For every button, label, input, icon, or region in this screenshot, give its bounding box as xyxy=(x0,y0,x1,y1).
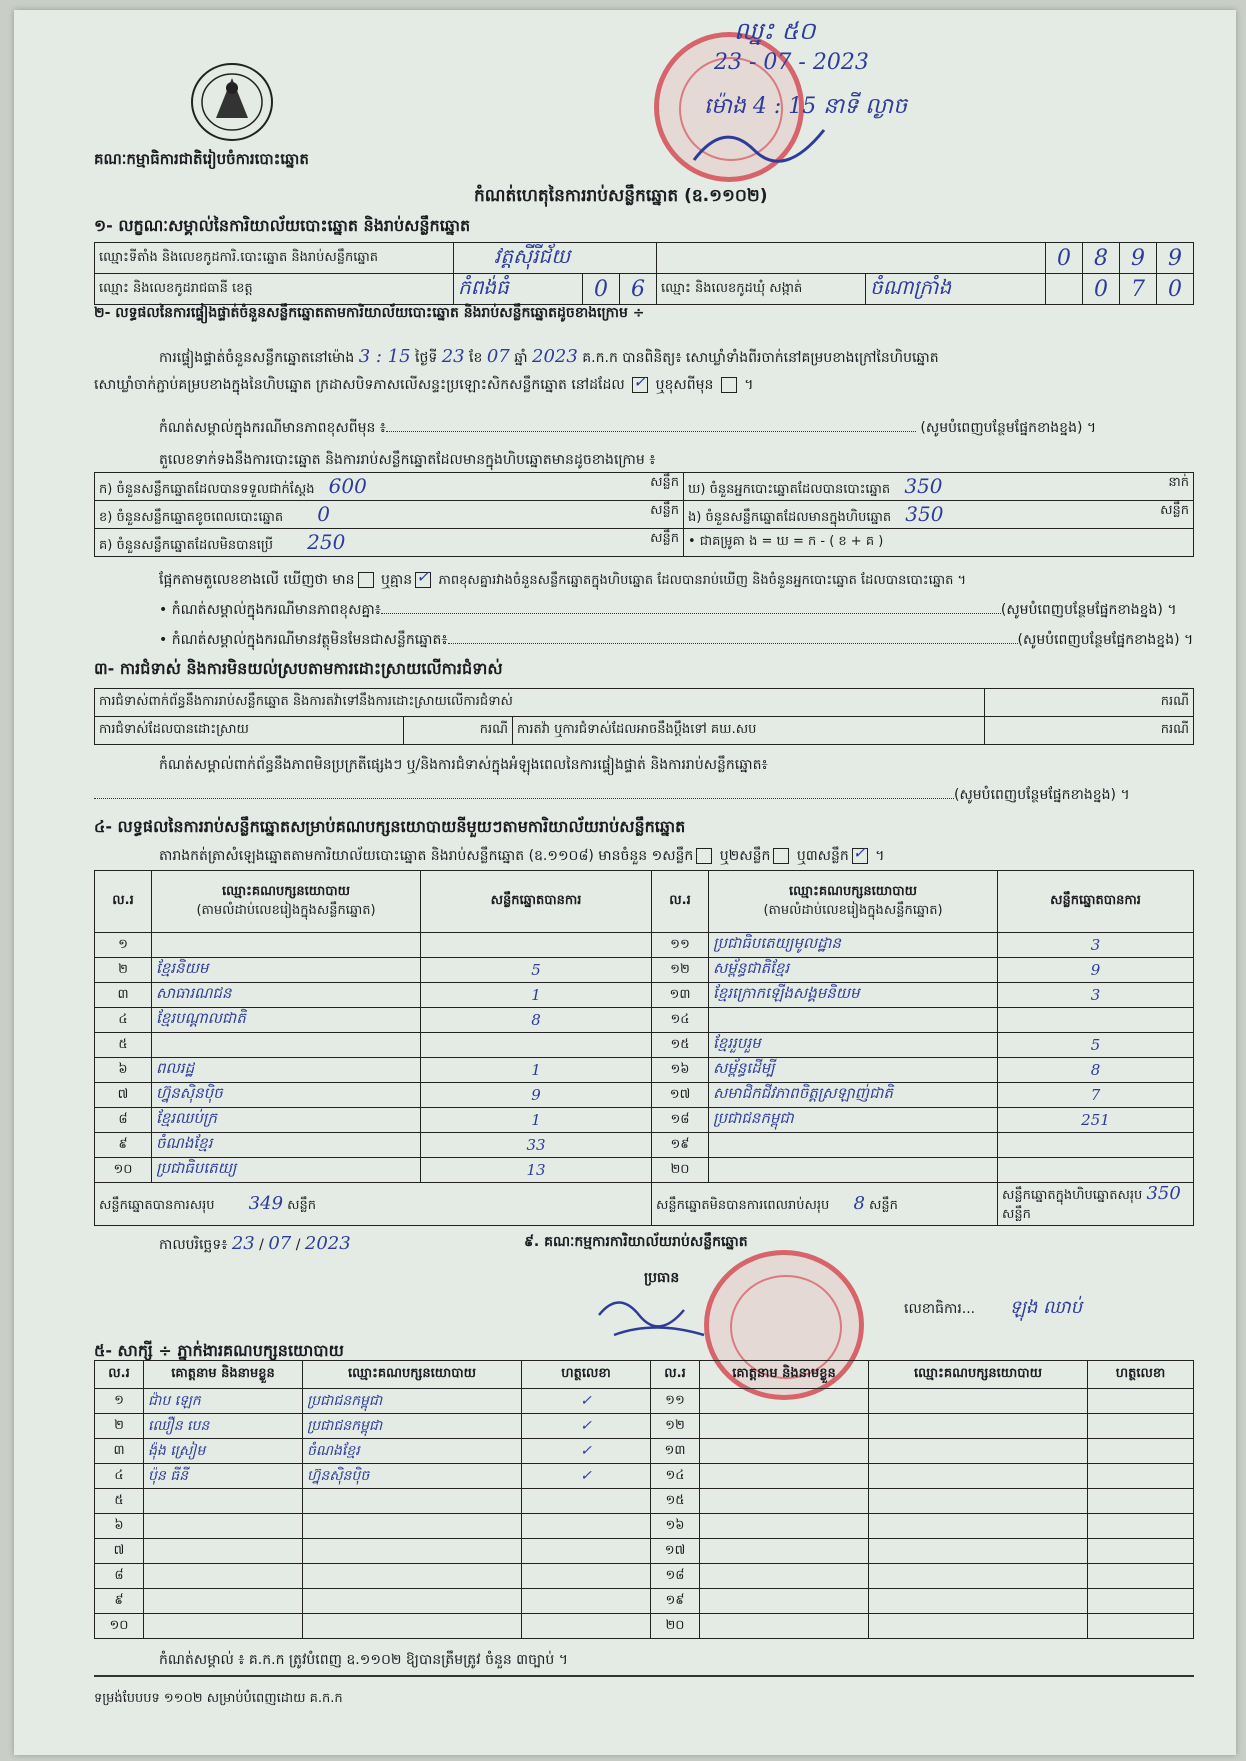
party-number: ៧ xyxy=(95,1083,152,1108)
witness-party xyxy=(869,1439,1088,1464)
verification-year: 2023 xyxy=(532,346,578,367)
witness-signature xyxy=(1088,1539,1194,1564)
party-number: ៦ xyxy=(95,1058,152,1083)
witness-signature xyxy=(1088,1439,1194,1464)
party-votes: 3 xyxy=(998,983,1194,1008)
witness-signature xyxy=(522,1539,651,1564)
witness-row xyxy=(95,1564,1194,1589)
chair-signature xyxy=(594,1285,744,1345)
witness-party xyxy=(869,1589,1088,1614)
witness-name xyxy=(700,1589,869,1614)
party-votes xyxy=(998,1133,1194,1158)
witness-number: ៧ xyxy=(95,1539,144,1564)
party-name: ប្រជាធិបតេយ្យ xyxy=(152,1158,421,1183)
party-number: ៩ xyxy=(95,1133,152,1158)
witness-number: ១២ xyxy=(651,1414,700,1439)
party-row xyxy=(95,1108,1194,1133)
party-number: ១៤ xyxy=(652,1008,709,1033)
section4-title: ៤- លទ្ធផលនៃការរាប់សន្លឹកឆ្នោតសម្រាប់គណបក្សនយោបាយនីមួយៗតាមការិយាល័យរាប់សន្លឹកឆ្នោត xyxy=(94,817,686,836)
witness-number: ១១ xyxy=(651,1389,700,1414)
witness-party xyxy=(303,1539,522,1564)
witness-signature: ✓ xyxy=(522,1389,651,1414)
commune-code-digit-3: 0 xyxy=(1157,274,1194,305)
commune-label: ឈ្មោះ និងលេខកូដឃុំ សង្កាត់ xyxy=(657,274,866,305)
difference-check-line: ផ្អែកតាមតួលេខខាងលើ ឃើញថា មាន ឬគ្មាន ✓ ភាពខុសគ្នារវាងចំនួនសន្លឹកឆ្នោតក្នុងហិបឆ្នោត ដែលបានរាប់ឃើញ និងចំនួនអ្នកបោះឆ្នោត ដែលបានបោះឆ្នោត ។ xyxy=(159,567,967,588)
witness-party xyxy=(869,1614,1088,1639)
witness-signature: ✓ xyxy=(522,1439,651,1464)
witness-number: ១៥ xyxy=(651,1489,700,1514)
unused-ballots: 250 xyxy=(307,529,346,554)
party-number: ១ xyxy=(95,933,152,958)
one-sheet-checkbox[interactable] xyxy=(696,848,712,864)
party-name xyxy=(709,1158,998,1183)
party-number: ១១ xyxy=(652,933,709,958)
witness-number: ៣ xyxy=(95,1439,144,1464)
party-votes: 8 xyxy=(998,1058,1194,1083)
commune-code-digit-1: 0 xyxy=(1083,274,1120,305)
verification-day: 23 xyxy=(441,346,465,367)
party-name: ហ្វ៊ុនស៊ិនប៉ិច xyxy=(152,1083,421,1108)
witness-row xyxy=(95,1439,1194,1464)
date-day: 23 xyxy=(231,1233,255,1254)
foreign-object-note: • កំណត់សម្គាល់ក្នុងករណីមានវត្ថុមិនមែនជាសន្លឹកឆ្នោត៖ (សូមបំពេញបន្ថែមផ្នែកខាងខ្នង) ។ xyxy=(159,632,1194,648)
witness-signature xyxy=(522,1489,651,1514)
location-code-digit-4: 9 xyxy=(1157,243,1194,274)
footer-divider xyxy=(94,1675,1194,1677)
witness-name xyxy=(700,1489,869,1514)
witness-name xyxy=(700,1614,869,1639)
witness-name xyxy=(144,1489,303,1514)
party-votes: 7 xyxy=(998,1083,1194,1108)
party-votes: 1 xyxy=(421,1058,652,1083)
party-votes xyxy=(998,1158,1194,1183)
total-ballots-in-box: 350 xyxy=(1146,1183,1181,1204)
party-votes: 1 xyxy=(421,983,652,1008)
section3-title: ៣- ការជំទាស់ និងការមិនយល់ស្របតាមការដោះស្រាយលើការជំទាស់ xyxy=(94,659,503,678)
witness-number: ៦ xyxy=(95,1514,144,1539)
verification-time-line: ការផ្ទៀងផ្ទាត់ចំនួនសន្លឹកឆ្នោតនៅម៉ោង 3 : 15 ថ្ងៃទី 23 ខែ 07 ឆ្នាំ 2023 គ.ក.ក បានពិនិត្យ៖ សោឃ្លាំទាំងពីរចាក់នៅគម្របខាងក្រៅនៃហិបឆ្នោត xyxy=(159,346,939,367)
witness-row xyxy=(95,1539,1194,1564)
witness-row xyxy=(95,1389,1194,1414)
witness-number: ៥ xyxy=(95,1489,144,1514)
witness-party xyxy=(869,1414,1088,1439)
witness-number: ១ xyxy=(95,1389,144,1414)
party-number: ៤ xyxy=(95,1008,152,1033)
witness-name: ឈឿន បេន xyxy=(144,1414,303,1439)
province-label: ឈ្មោះ និងលេខកូដរាជធានី ខេត្ត xyxy=(95,274,454,305)
party-row xyxy=(95,1058,1194,1083)
party-votes: 1 xyxy=(421,1108,652,1133)
party-row xyxy=(95,1133,1194,1158)
witness-row xyxy=(95,1514,1194,1539)
party-name: ខ្មែរឈប់ក្រ xyxy=(152,1108,421,1133)
date-line: កាលបរិច្ឆេទ៖ 23 / 07 / 2023 xyxy=(159,1233,351,1254)
witness-signature xyxy=(1088,1389,1194,1414)
party-number: ៨ xyxy=(95,1108,152,1133)
witness-signature xyxy=(1088,1489,1194,1514)
changed-checkbox[interactable] xyxy=(721,377,737,393)
witness-party xyxy=(869,1514,1088,1539)
signature-scribble xyxy=(684,110,834,170)
witness-party xyxy=(869,1564,1088,1589)
ballots-in-box: 350 xyxy=(905,501,944,526)
form-footer: ទម្រង់បែបបទ ១១០២ សម្រាប់បំពេញដោយ គ.ក.ក xyxy=(94,1691,343,1706)
verification-time: 3 : 15 xyxy=(358,346,411,367)
party-number: ១០ xyxy=(95,1158,152,1183)
handwritten-receipt-number: ឈ្នះ ៥០ xyxy=(734,17,816,45)
witness-signature xyxy=(1088,1589,1194,1614)
chair-label: ប្រធាន xyxy=(644,1270,680,1286)
party-number: ១៧ xyxy=(652,1083,709,1108)
appeal-objections-label: ការតវ៉ា ឬការជំទាស់ដែលអាចនឹងប្តឹងទៅ គឃ.សប xyxy=(513,717,985,745)
intact-checkbox[interactable]: ✓ xyxy=(633,372,647,391)
witness-signature xyxy=(522,1614,651,1639)
witness-party xyxy=(303,1564,522,1589)
party-votes: 13 xyxy=(421,1158,652,1183)
province-value: កំពង់ធំ xyxy=(454,274,583,305)
witness-name xyxy=(700,1389,869,1414)
seal-intact-line: សោឃ្លាំចាក់ភ្ជាប់គម្របខាងក្នុងនៃហិបឆ្នោត ក្រដាសបិទភាសលើសន្ទះប្រឡោះសិកសន្លឹកឆ្នោត នៅដដែល ✓ ឬខុសពីមុន ។ xyxy=(94,372,754,393)
party-votes xyxy=(421,1033,652,1058)
party-row xyxy=(95,1158,1194,1183)
party-name xyxy=(709,1133,998,1158)
commune-code-digit-2: 7 xyxy=(1120,274,1157,305)
party-name: ចំណងខ្មែរ xyxy=(152,1133,421,1158)
party-votes xyxy=(998,1008,1194,1033)
party-votes xyxy=(421,933,652,958)
party-votes: 251 xyxy=(998,1108,1194,1133)
party-number: ៣ xyxy=(95,983,152,1008)
total-invalid-votes: 8 xyxy=(853,1192,865,1214)
difference-yes-checkbox[interactable] xyxy=(358,572,374,588)
party-votes: 9 xyxy=(998,958,1194,983)
party-row xyxy=(95,1008,1194,1033)
witness-number: ៤ xyxy=(95,1464,144,1489)
secretary-name: ឡុង ឈាប់ xyxy=(1009,1297,1083,1318)
party-number: ១៣ xyxy=(652,983,709,1008)
date-month: 07 xyxy=(268,1233,292,1254)
witness-name xyxy=(700,1514,869,1539)
witness-party xyxy=(303,1514,522,1539)
witness-party xyxy=(303,1589,522,1614)
witness-party xyxy=(869,1539,1088,1564)
witness-signature xyxy=(1088,1464,1194,1489)
location-value: វត្តស៊ីរីជ័យ xyxy=(454,243,657,274)
party-number: ១៦ xyxy=(652,1058,709,1083)
witness-signature xyxy=(1088,1564,1194,1589)
section1-title: ១- លក្ខណៈសម្គាល់នៃការិយាល័យបោះឆ្នោត និងរាប់សន្លឹកឆ្នោត xyxy=(94,216,471,235)
witness-name xyxy=(700,1439,869,1464)
tally-sheet-count: តារាងកត់ត្រាសំឡេងឆ្នោតតាមការិយាល័យបោះឆ្នោត និងរាប់សន្លឹកឆ្នោត (ឧ.១១០៨) មានចំនួន ១សន្លឹក ឬ២សន្លឹក ឬ៣សន្លឹក ✓ ។ xyxy=(159,843,885,864)
witness-name xyxy=(144,1614,303,1639)
witness-number: ១៩ xyxy=(651,1589,700,1614)
figures-table: ក) ចំនួនសន្លឹកឆ្នោតដែលបានទទួលជាក់ស្តែង 600 សន្លឹក ឃ) ចំនួនអ្នកបោះឆ្នោតដែលបានបោះឆ្នោត 350 នាក់ ខ) ចំនួនសន្លឹកឆ្នោតខូចពេលបោះឆ្នោត 0 សន្លឹក ង) ចំនួនសន្លឹកឆ្នោតដែលមានក្នុងហិបឆ្នោត 350 សន្លឹក គ) ចំនួនសន្លឹកឆ្នោតដែលមិនបានប្រើ 250 សន្លឹក • ជាគម្រូគា ង = ឃ = ក - ( ខ + គ ) xyxy=(94,472,1194,557)
witness-party: ហ្វ៊ុនស៊ិនប៉ិច xyxy=(303,1464,522,1489)
witness-number: ៩ xyxy=(95,1589,144,1614)
total-valid-votes: 349 xyxy=(248,1192,284,1214)
party-votes: 5 xyxy=(998,1033,1194,1058)
secretary-line: លេខាធិការ... ឡុង ឈាប់ xyxy=(904,1297,1083,1318)
witness-name xyxy=(700,1564,869,1589)
province-code-digit-2: 6 xyxy=(620,274,657,305)
formula: • ជាគម្រូគា ង = ឃ = ក - ( ខ + គ ) xyxy=(684,529,1194,557)
committee-title: ៩. គណៈកម្មការការិយាល័យរាប់សន្លឹកឆ្នោត xyxy=(524,1234,748,1250)
party-number: ១៥ xyxy=(652,1033,709,1058)
party-number: ១៩ xyxy=(652,1133,709,1158)
location-label: ឈ្មោះទីតាំង និងលេខកូដការិ.បោះឆ្នោត និងរាប់សន្លឹកឆ្នោត xyxy=(95,243,454,274)
party-number: ២០ xyxy=(652,1158,709,1183)
handwritten-receipt-date: 23 - 07 - 2023 xyxy=(714,50,869,75)
witness-signature: ✓ xyxy=(522,1414,651,1439)
party-name: ពលរដ្ឋ xyxy=(152,1058,421,1083)
province-code-digit-1: 0 xyxy=(583,274,620,305)
party-name: សម្ព័ន្ធដើម្បី xyxy=(709,1058,998,1083)
party-row xyxy=(95,958,1194,983)
witness-number: ១៣ xyxy=(651,1439,700,1464)
witness-signature: ✓ xyxy=(522,1464,651,1489)
party-name xyxy=(709,1008,998,1033)
witness-row xyxy=(95,1414,1194,1439)
witness-name xyxy=(700,1464,869,1489)
party-name: សមាជិកជីវភាពចិត្តស្រឡាញ់ជាតិ xyxy=(709,1083,998,1108)
voters-count: 350 xyxy=(904,473,943,498)
party-name: ប្រជាធិបតេយ្យមូលដ្ឋាន xyxy=(709,933,998,958)
party-votes: 9 xyxy=(421,1083,652,1108)
witness-row xyxy=(95,1614,1194,1639)
party-row xyxy=(95,933,1194,958)
three-sheets-checkbox[interactable]: ✓ xyxy=(852,843,867,862)
witness-name xyxy=(144,1564,303,1589)
party-name: សម្ព័ន្ធជាតិខ្មែរ xyxy=(709,958,998,983)
witness-name: ប៉ុន ធីនី xyxy=(144,1464,303,1489)
witness-number: ១០ xyxy=(95,1614,144,1639)
witness-party xyxy=(869,1489,1088,1514)
witness-party xyxy=(869,1389,1088,1414)
objections-table: ការជំទាស់ពាក់ព័ន្ធនឹងការរាប់សន្លឹកឆ្នោត និងការតវ៉ាទៅនឹងការដោះស្រាយលើការជំទាស់ ករណី ការជំទាស់ដែលបានដោះស្រាយ ករណី ការតវ៉ា ឬការជំទាស់ដែលអាចនឹងប្តឹងទៅ គឃ.សប ករណី xyxy=(94,688,1194,745)
objection-row-label: ការជំទាស់ពាក់ព័ន្ធនឹងការរាប់សន្លឹកឆ្នោត និងការតវ៉ាទៅនឹងការដោះស្រាយលើការជំទាស់ xyxy=(95,689,985,717)
witness-number: ១៧ xyxy=(651,1539,700,1564)
witness-party xyxy=(869,1464,1088,1489)
location-code-digit-1: 0 xyxy=(1046,243,1083,274)
witness-name: ង៉ុង ស្រៀម xyxy=(144,1439,303,1464)
witness-party xyxy=(303,1614,522,1639)
witness-row xyxy=(95,1589,1194,1614)
footnote: កំណត់សម្គាល់ ៖ គ.ក.ក ត្រូវបំពេញ ឧ.១១០២ ឱ្យបានត្រឹមត្រូវ ចំនួន ៣ច្បាប់ ។ xyxy=(159,1652,569,1668)
witness-signature xyxy=(522,1514,651,1539)
party-votes: 5 xyxy=(421,958,652,983)
party-name: ប្រជាជនកម្ពុជា xyxy=(709,1108,998,1133)
witness-number: ៨ xyxy=(95,1564,144,1589)
witness-signature xyxy=(1088,1414,1194,1439)
witness-name: ជ៉ាប ឡេក xyxy=(144,1389,303,1414)
date-year: 2023 xyxy=(304,1233,351,1254)
section2-title: ២- លទ្ធផលនៃការផ្ទៀងផ្ទាត់ចំនួនសន្លឹកឆ្នោតតាមការិយាល័យបោះឆ្នោត និងរាប់សន្លឹកឆ្នោតដូចខាងក្រោម ÷ xyxy=(94,305,645,321)
witness-signature xyxy=(1088,1614,1194,1639)
party-number: ១៨ xyxy=(652,1108,709,1133)
difference-note: • កំណត់សម្គាល់ក្នុងករណីមានភាពខុសគ្នា៖ (សូមបំពេញបន្ថែមផ្នែកខាងខ្នង) ។ xyxy=(159,602,1177,618)
witness-name xyxy=(700,1414,869,1439)
party-row xyxy=(95,1033,1194,1058)
document-page xyxy=(14,10,1236,1755)
witness-number: ១៤ xyxy=(651,1464,700,1489)
witness-signature xyxy=(1088,1514,1194,1539)
section1-table xyxy=(94,242,1194,305)
witness-number: ១៦ xyxy=(651,1514,700,1539)
witness-name xyxy=(700,1539,869,1564)
resolved-objections-label: ការជំទាស់ដែលបានដោះស្រាយ xyxy=(95,717,404,745)
party-number: ១២ xyxy=(652,958,709,983)
party-name: សាធារណជន xyxy=(152,983,421,1008)
commune-value: ចំណាក្រាំង xyxy=(866,274,1046,305)
witness-row xyxy=(95,1464,1194,1489)
party-name: ខ្មែរនិយម xyxy=(152,958,421,983)
witness-name xyxy=(144,1539,303,1564)
witness-party xyxy=(303,1489,522,1514)
irregularity-note-line: (សូមបំពេញបន្ថែមផ្នែកខាងខ្នង) ។ xyxy=(94,785,1130,806)
witness-name xyxy=(144,1589,303,1614)
party-number: ២ xyxy=(95,958,152,983)
location-code-digit-2: 8 xyxy=(1083,243,1120,274)
section5-title: ៥- សាក្សី ÷ ភ្នាក់ងារគណបក្សនយោបាយ xyxy=(94,1341,344,1360)
party-name xyxy=(152,1033,421,1058)
emblem-icon xyxy=(186,58,278,146)
witness-party: ចំណងខ្មែរ xyxy=(303,1439,522,1464)
verification-month: 07 xyxy=(486,346,510,367)
witness-signature xyxy=(522,1589,651,1614)
party-votes: 33 xyxy=(421,1133,652,1158)
witnesses-table: ល.រ គោត្តនាម និងនាមខ្លួន ឈ្មោះគណបក្សនយោបាយ ហត្ថលេខា ល.រ គោត្តនាម និងនាមខ្លួន ឈ្មោះគណបក្សនយោបាយ ហត្ថលេខា ១ ជ៉ាប ឡេក ប្រជាជនកម្ពុជា ✓ ១១ ២ ឈឿន បេន ប្រជាជនកម្ពុជា ✓ ១២ ៣ ង៉ុង ស្រៀម ចំណងខ្មែរ ✓ ១៣ ៤ ប៉ុន ធីនី ហ្វ៊ុនស៊ិនប៉ិច ✓ ១៤ ៥ ១៥ ៦ ១៦ ៧ ១៧ ៨ ១៨ ៩ ១៩ ១០ ២០ xyxy=(94,1360,1194,1639)
party-votes: 8 xyxy=(421,1008,652,1033)
figures-intro: តួលេខទាក់ទងនឹងការបោះឆ្នោត និងការរាប់សន្លឹកឆ្នោតដែលមានក្នុងហិបឆ្នោតមានដូចខាងក្រោម ៖ xyxy=(159,452,656,468)
witness-number: ១៨ xyxy=(651,1564,700,1589)
form-title: កំណត់ហេតុនៃការរាប់សន្លឹកឆ្នោត (ឧ.១១០២) xyxy=(474,186,768,206)
witness-party: ប្រជាជនកម្ពុជា xyxy=(303,1414,522,1439)
party-results-table: ល.រ ឈ្មោះគណបក្សនយោបាយ (តាមលំដាប់លេខរៀងក្នុងសន្លឹកឆ្នោត) សន្លឹកឆ្នោតបានការ ល.រ ឈ្មោះគណបក្សនយោបាយ (តាមលំដាប់លេខរៀងក្នុងសន្លឹកឆ្នោត) សន្លឹកឆ្នោតបានការ ១ ១១ ប្រជាធិបតេយ្យមូលដ្ឋាន 3 ២ ខ្មែរនិយម 5 ១២ សម្ព័ន្ធជាតិខ្មែរ 9 ៣ សាធារណជន 1 ១៣ ខ្មែរក្រោកឡើងសង្គមនិយម 3 ៤ ខ្មែរបណ្តាលជាតិ 8 ១៤ ៥ ១៥ ខ្មែររួបរួម 5 ៦ ពលរដ្ឋ 1 ១៦ សម្ព័ន្ធដើម្បី 8 ៧ ហ្វ៊ុនស៊ិនប៉ិច 9 ១៧ សមាជិកជីវភាពចិត្តស្រឡាញ់ជាតិ 7 ៨ ខ្មែរឈប់ក្រ 1 ១៨ ប្រជាជនកម្ពុជា 251 ៩ ចំណងខ្មែរ 33 ១៩ ១០ ប្រជាធិបតេយ្យ 13 ២០ សន្លឹកឆ្នោតបានការសរុប 349 សន្លឹក សន្លឹកឆ្នោតមិនបានការពេលរាប់សរុប 8 សន្លឹក សន្លឹកឆ្នោតក្នុងហិបឆ្នោតសរុប 350 សន្លឹក xyxy=(94,870,1194,1226)
party-row xyxy=(95,1083,1194,1108)
irregularity-note: កំណត់សម្គាល់ពាក់ព័ន្ធនឹងភាពមិនប្រក្រតីផ្សេងៗ ឬ/និងការជំទាស់ក្នុងអំឡុងពេលនៃការផ្ទៀងផ្ទាត់ និងការរាប់សន្លឹកឆ្នោត៖ xyxy=(159,757,768,773)
party-name: ខ្មែរបណ្តាលជាតិ xyxy=(152,1008,421,1033)
party-name: ខ្មែររួបរួម xyxy=(709,1033,998,1058)
witness-row xyxy=(95,1489,1194,1514)
party-name xyxy=(152,933,421,958)
party-name: ខ្មែរក្រោកឡើងសង្គមនិយម xyxy=(709,983,998,1008)
party-row xyxy=(95,983,1194,1008)
handwritten-receipt-time: ម៉ោង 4 : 15 នាទី ល្ងាច xyxy=(704,94,908,119)
party-number: ៥ xyxy=(95,1033,152,1058)
witness-party: ប្រជាជនកម្ពុជា xyxy=(303,1389,522,1414)
spoiled-ballots: 0 xyxy=(317,501,330,526)
location-code-digit-3: 9 xyxy=(1120,243,1157,274)
witness-signature xyxy=(522,1564,651,1589)
witness-number: ២០ xyxy=(651,1614,700,1639)
witness-name xyxy=(144,1514,303,1539)
commission-name: គណៈកម្មាធិការជាតិរៀបចំការបោះឆ្នោត xyxy=(94,150,309,168)
difference-no-checkbox[interactable]: ✓ xyxy=(416,567,430,586)
difference-note-line: កំណត់សម្គាល់ក្នុងករណីមានភាពខុសពីមុន ៖ (សូមបំពេញបន្ថែមផ្នែកខាងខ្នង) ។ xyxy=(159,420,1097,436)
party-votes: 3 xyxy=(998,933,1194,958)
witness-number: ២ xyxy=(95,1414,144,1439)
two-sheets-checkbox[interactable] xyxy=(773,848,789,864)
received-ballots: 600 xyxy=(328,473,367,498)
